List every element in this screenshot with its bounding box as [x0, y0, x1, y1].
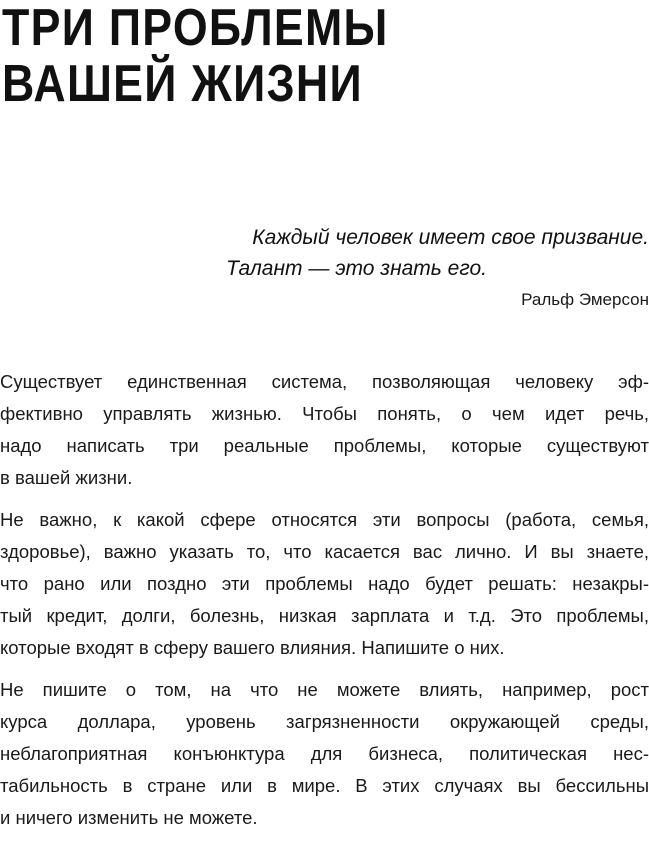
text-line: и ничего изменить не можете.: [0, 807, 258, 828]
text-line: курса доллара, уровень загрязненности окружающей среды,: [0, 711, 649, 732]
epigraph-quote: [129, 222, 649, 284]
epigraph: [129, 222, 649, 312]
text-line: в вашей жизни.: [0, 467, 133, 488]
chapter-title-line-2: ВАШЕЙ ЖИЗНИ: [2, 55, 363, 113]
paragraph-1: [0, 366, 649, 494]
text-line: здоровье), важно указать то, что касается вас лично. И вы знаете,: [0, 541, 649, 562]
chapter-title-line-1: ТРИ ПРОБЛЕМЫ: [2, 0, 389, 57]
text-line: что рано или поздно эти проблемы надо будет решать: незакры-: [0, 573, 649, 594]
body-text: [0, 366, 649, 844]
paragraph-3: [0, 674, 649, 834]
text-line: Не важно, к какой сфере относятся эти вопросы (работа, семья,: [0, 509, 649, 530]
text-line: Не пишите о том, на что не можете влиять, например, рост: [0, 679, 649, 700]
paragraph-2: [0, 504, 649, 664]
text-line: табильность в стране или в мире. В этих случаях вы бессильны: [0, 775, 649, 796]
chapter-title: [2, 0, 389, 112]
text-line: Существует единственная система, позволяющая человеку эф-: [0, 371, 649, 392]
text-line: которые входят в сферу вашего влияния. Напишите о них.: [0, 637, 505, 658]
text-line: тый кредит, долги, болезнь, низкая зарплата и т.д. Это проблемы,: [0, 605, 649, 626]
epigraph-author: Ральф Эмерсон: [521, 290, 649, 309]
epigraph-quote-line-2: Талант — это знать его.: [226, 257, 487, 280]
text-line: надо написать три реальные проблемы, которые существуют: [0, 435, 649, 456]
epigraph-quote-line-1: Каждый человек имеет свое призвание.: [252, 226, 649, 249]
text-line: неблагоприятная конъюнктура для бизнеса, политическая нес-: [0, 743, 649, 764]
text-line: фективно управлять жизнью. Чтобы понять, о чем идет речь,: [0, 403, 649, 424]
